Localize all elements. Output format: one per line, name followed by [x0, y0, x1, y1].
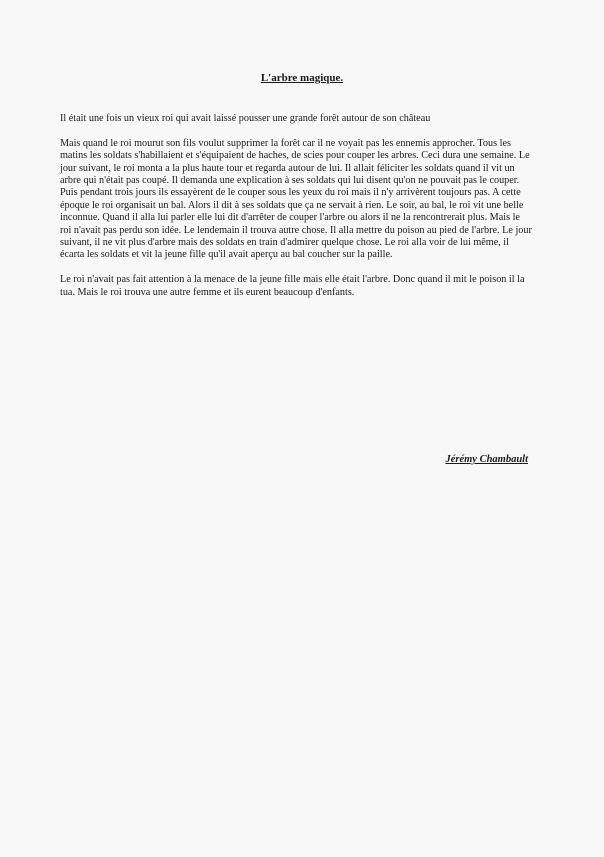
paragraph-intro: Il était une fois un vieux roi qui avait laissé pousser une grande forêt autour de son château	[60, 113, 431, 124]
paragraph-ending: Le roi n'avait pas fait attention à la menace de la jeune fille mais elle était l'arbre. Donc quand il mit le poison il la tua. Mais le roi trouva une autre femme et ils eurent beaucoup d'enfants.	[60, 274, 525, 298]
page-title: L'arbre magique.	[260, 72, 344, 84]
author-signature: Jérémy Chambault	[445, 454, 528, 465]
paragraph-story: Mais quand le roi mourut son fils voulut supprimer la forêt car il ne voyait pas les ennemis approcher. Tous les matins les soldats s'habillaient et s'équipaient de haches, de scies pour couper les arbres. Ceci dura une semaine. Le jour suivant, le roi monta a la plus haute tour et regarda autour de lui. Il allait féliciter les soldats quand il vit un arbre qui n'était pas coupé. Il demanda une explication à ses soldats qui lui disent qu'on ne pouvait pas le couper. Puis pendant trois jours ils essayèrent de le couper sous les yeux du roi mais il n'y arrivèrent toujours pas. A cette époque le roi organisait un bal. Alors il dit à ses soldats que ça ne servait à rien. Le soir, au bal, le roi vit une belle inconnue. Quand il alla lui parler elle lui dit d'arrêter de couper l'arbre ou alors il ne la rencontrerait plus. Mais le roi n'avait pas perdu son idée. Le lendemain il trouva autre chose. Il alla mettre du poison au pied de l'arbre. Le jour suivant, il ne vit plus d'arbre mais des soldats en train d'admirer quelque chose. Le roi alla voir de lui même, il écarta les soldats et vit la jeune fille qu'il avait aperçu au bal coucher sur la paille.	[60, 137, 532, 261]
document-body	[60, 113, 532, 311]
